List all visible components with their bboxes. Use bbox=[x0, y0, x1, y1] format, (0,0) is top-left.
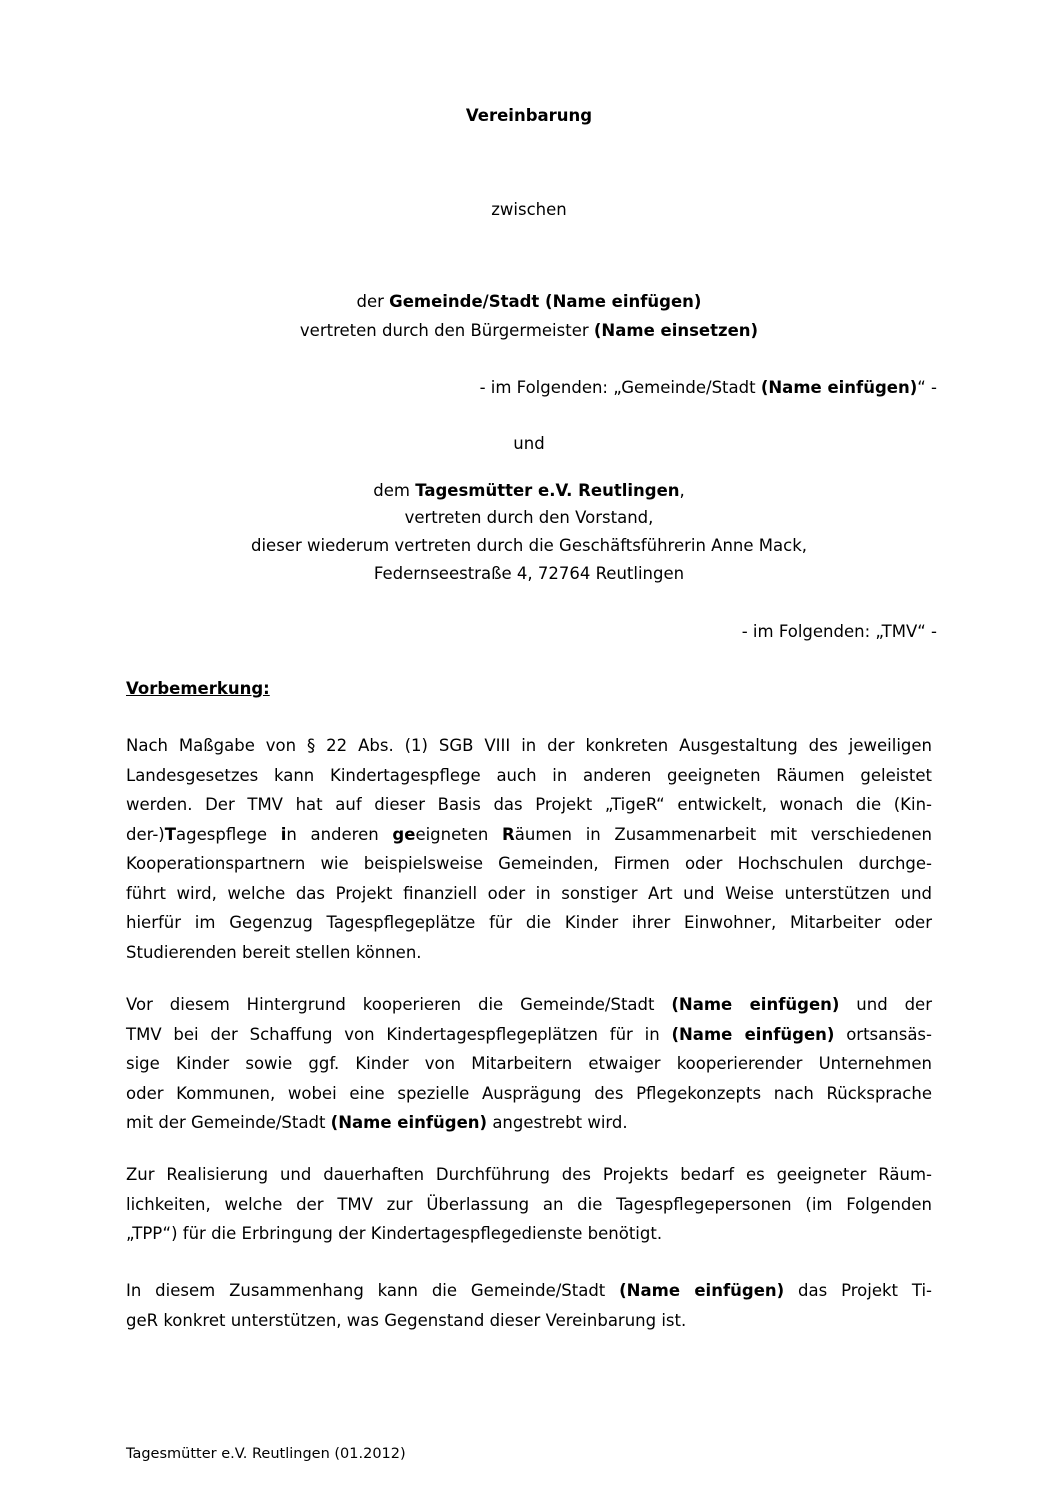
text-run: der-) bbox=[126, 824, 165, 844]
paragraph-line: Landesgesetzes kann Kindertagespflege auch in anderen geeigneten Räumen geleistet bbox=[126, 765, 932, 785]
party1-name bbox=[0, 292, 1058, 311]
page-footer: Tagesmütter e.V. Reutlingen (01.2012) bbox=[126, 1446, 406, 1462]
bold-run: (Name einfügen) bbox=[330, 1113, 488, 1132]
text-run: eigneten bbox=[415, 824, 503, 844]
text-run: mit der Gemeinde/Stadt bbox=[126, 1113, 331, 1132]
party2-representative: vertreten durch den Vorstand, bbox=[404, 508, 654, 527]
party2-suffix: , bbox=[679, 481, 685, 500]
party1-ref-prefix: - im Folgenden: „Gemeinde/Stadt bbox=[479, 378, 761, 397]
paragraph-line bbox=[126, 1276, 932, 1306]
paragraph-line: Kooperationspartnern wie beispielsweise Gemeinden, Firmen oder Hochschulen durchge- bbox=[126, 854, 932, 873]
party1-prefix: der bbox=[356, 292, 390, 311]
text-run: Vor diesem Hintergrund kooperieren die Gemeinde/Stadt bbox=[126, 995, 672, 1014]
paragraph-line: führt wird, welche das Projekt finanziell oder in sonstiger Art und Weise unterstützen und bbox=[126, 883, 932, 903]
party2-name bbox=[0, 481, 1058, 500]
party2-name-bold: Tagesmütter e.V. Reutlingen bbox=[415, 481, 680, 500]
paragraph-line: geR konkret unterstützen, was Gegenstand dieser Vereinbarung ist. bbox=[126, 1310, 687, 1330]
bold-run: T bbox=[164, 824, 177, 844]
paragraph-2 bbox=[126, 990, 932, 1138]
party1-representative bbox=[0, 321, 1058, 340]
text-run: In diesem Zusammenhang kann die Gemeinde/Stadt bbox=[126, 1281, 620, 1300]
paragraph-line bbox=[126, 990, 932, 1020]
paragraph-line: Studierenden bereit stellen können. bbox=[126, 942, 422, 962]
paragraph-line: lichkeiten, welche der TMV zur Überlassung an die Tagespflegepersonen (im Folgenden bbox=[126, 1194, 932, 1214]
party1-ref-suffix: “ - bbox=[917, 378, 937, 397]
document-title: Vereinbarung bbox=[465, 106, 593, 125]
bold-run: (Name einfügen) bbox=[671, 995, 840, 1014]
party1-ref-bold: (Name einfügen) bbox=[760, 378, 918, 397]
party1-reference bbox=[480, 378, 937, 397]
paragraph-line: sige Kinder sowie ggf. Kinder von Mitarbeitern etwaiger kooperierender Unternehmen bbox=[126, 1054, 932, 1073]
bold-run: ge bbox=[392, 824, 416, 844]
paragraph-line: „TPP“) für die Erbringung der Kindertagespflegedienste benötigt. bbox=[126, 1224, 663, 1243]
paragraph-line: oder Kommunen, wobei eine spezielle Ausprägung des Pflegekonzepts nach Rücksprache bbox=[126, 1083, 932, 1103]
paragraph-line: werden. Der TMV hat auf dieser Basis das Projekt „TigeR“ entwickelt, wonach die (Kin- bbox=[126, 795, 932, 814]
text-run: agespflege bbox=[176, 824, 281, 844]
text-run: TMV bei der Schaffung von Kindertagespflegeplätzen für in bbox=[126, 1024, 672, 1044]
party2-prefix: dem bbox=[373, 481, 416, 500]
paragraph-line bbox=[126, 1020, 932, 1050]
paragraph-1 bbox=[126, 731, 932, 967]
party1-rep-text: vertreten durch den Bürgermeister bbox=[299, 321, 594, 340]
party2-managing-director: dieser wiederum vertreten durch die Geschäftsführerin Anne Mack, bbox=[251, 536, 807, 555]
party2-address: Federnseestraße 4, 72764 Reutlingen bbox=[373, 564, 685, 583]
bold-run: R bbox=[502, 824, 515, 844]
party1-rep-bold: (Name einsetzen) bbox=[593, 321, 759, 340]
paragraph-line bbox=[126, 1108, 932, 1138]
bold-run: i bbox=[280, 824, 287, 844]
text-run: und der bbox=[839, 995, 932, 1014]
paragraph-3 bbox=[126, 1160, 932, 1249]
party1-name-bold: Gemeinde/Stadt (Name einfügen) bbox=[389, 292, 702, 311]
bold-run: (Name einfügen) bbox=[671, 1024, 835, 1044]
paragraph-4 bbox=[126, 1276, 932, 1335]
paragraph-line: Nach Maßgabe von § 22 Abs. (1) SGB VIII in der konkreten Ausgestaltung des jeweiligen bbox=[126, 736, 932, 755]
paragraph-line bbox=[126, 820, 932, 850]
text-run: angestrebt wird. bbox=[487, 1113, 628, 1132]
section-heading: Vorbemerkung: bbox=[126, 679, 270, 698]
bold-run: (Name einfügen) bbox=[619, 1281, 785, 1300]
party2-reference: - im Folgenden: „TMV“ - bbox=[741, 622, 937, 641]
text-run: äumen in Zusammenarbeit mit verschiedenen bbox=[514, 824, 932, 844]
between-label: zwischen bbox=[491, 200, 567, 219]
text-run: n anderen bbox=[286, 824, 393, 844]
paragraph-line: hierfür im Gegenzug Tagespflegeplätze für die Kinder ihrer Einwohner, Mitarbeiter oder bbox=[126, 913, 932, 932]
paragraph-line: Zur Realisierung und dauerhaften Durchführung des Projekts bedarf es geeigneter Räum- bbox=[126, 1165, 932, 1184]
text-run: das Projekt Ti- bbox=[784, 1281, 933, 1300]
text-run: ortsansäs- bbox=[834, 1024, 932, 1044]
and-label: und bbox=[513, 434, 545, 453]
